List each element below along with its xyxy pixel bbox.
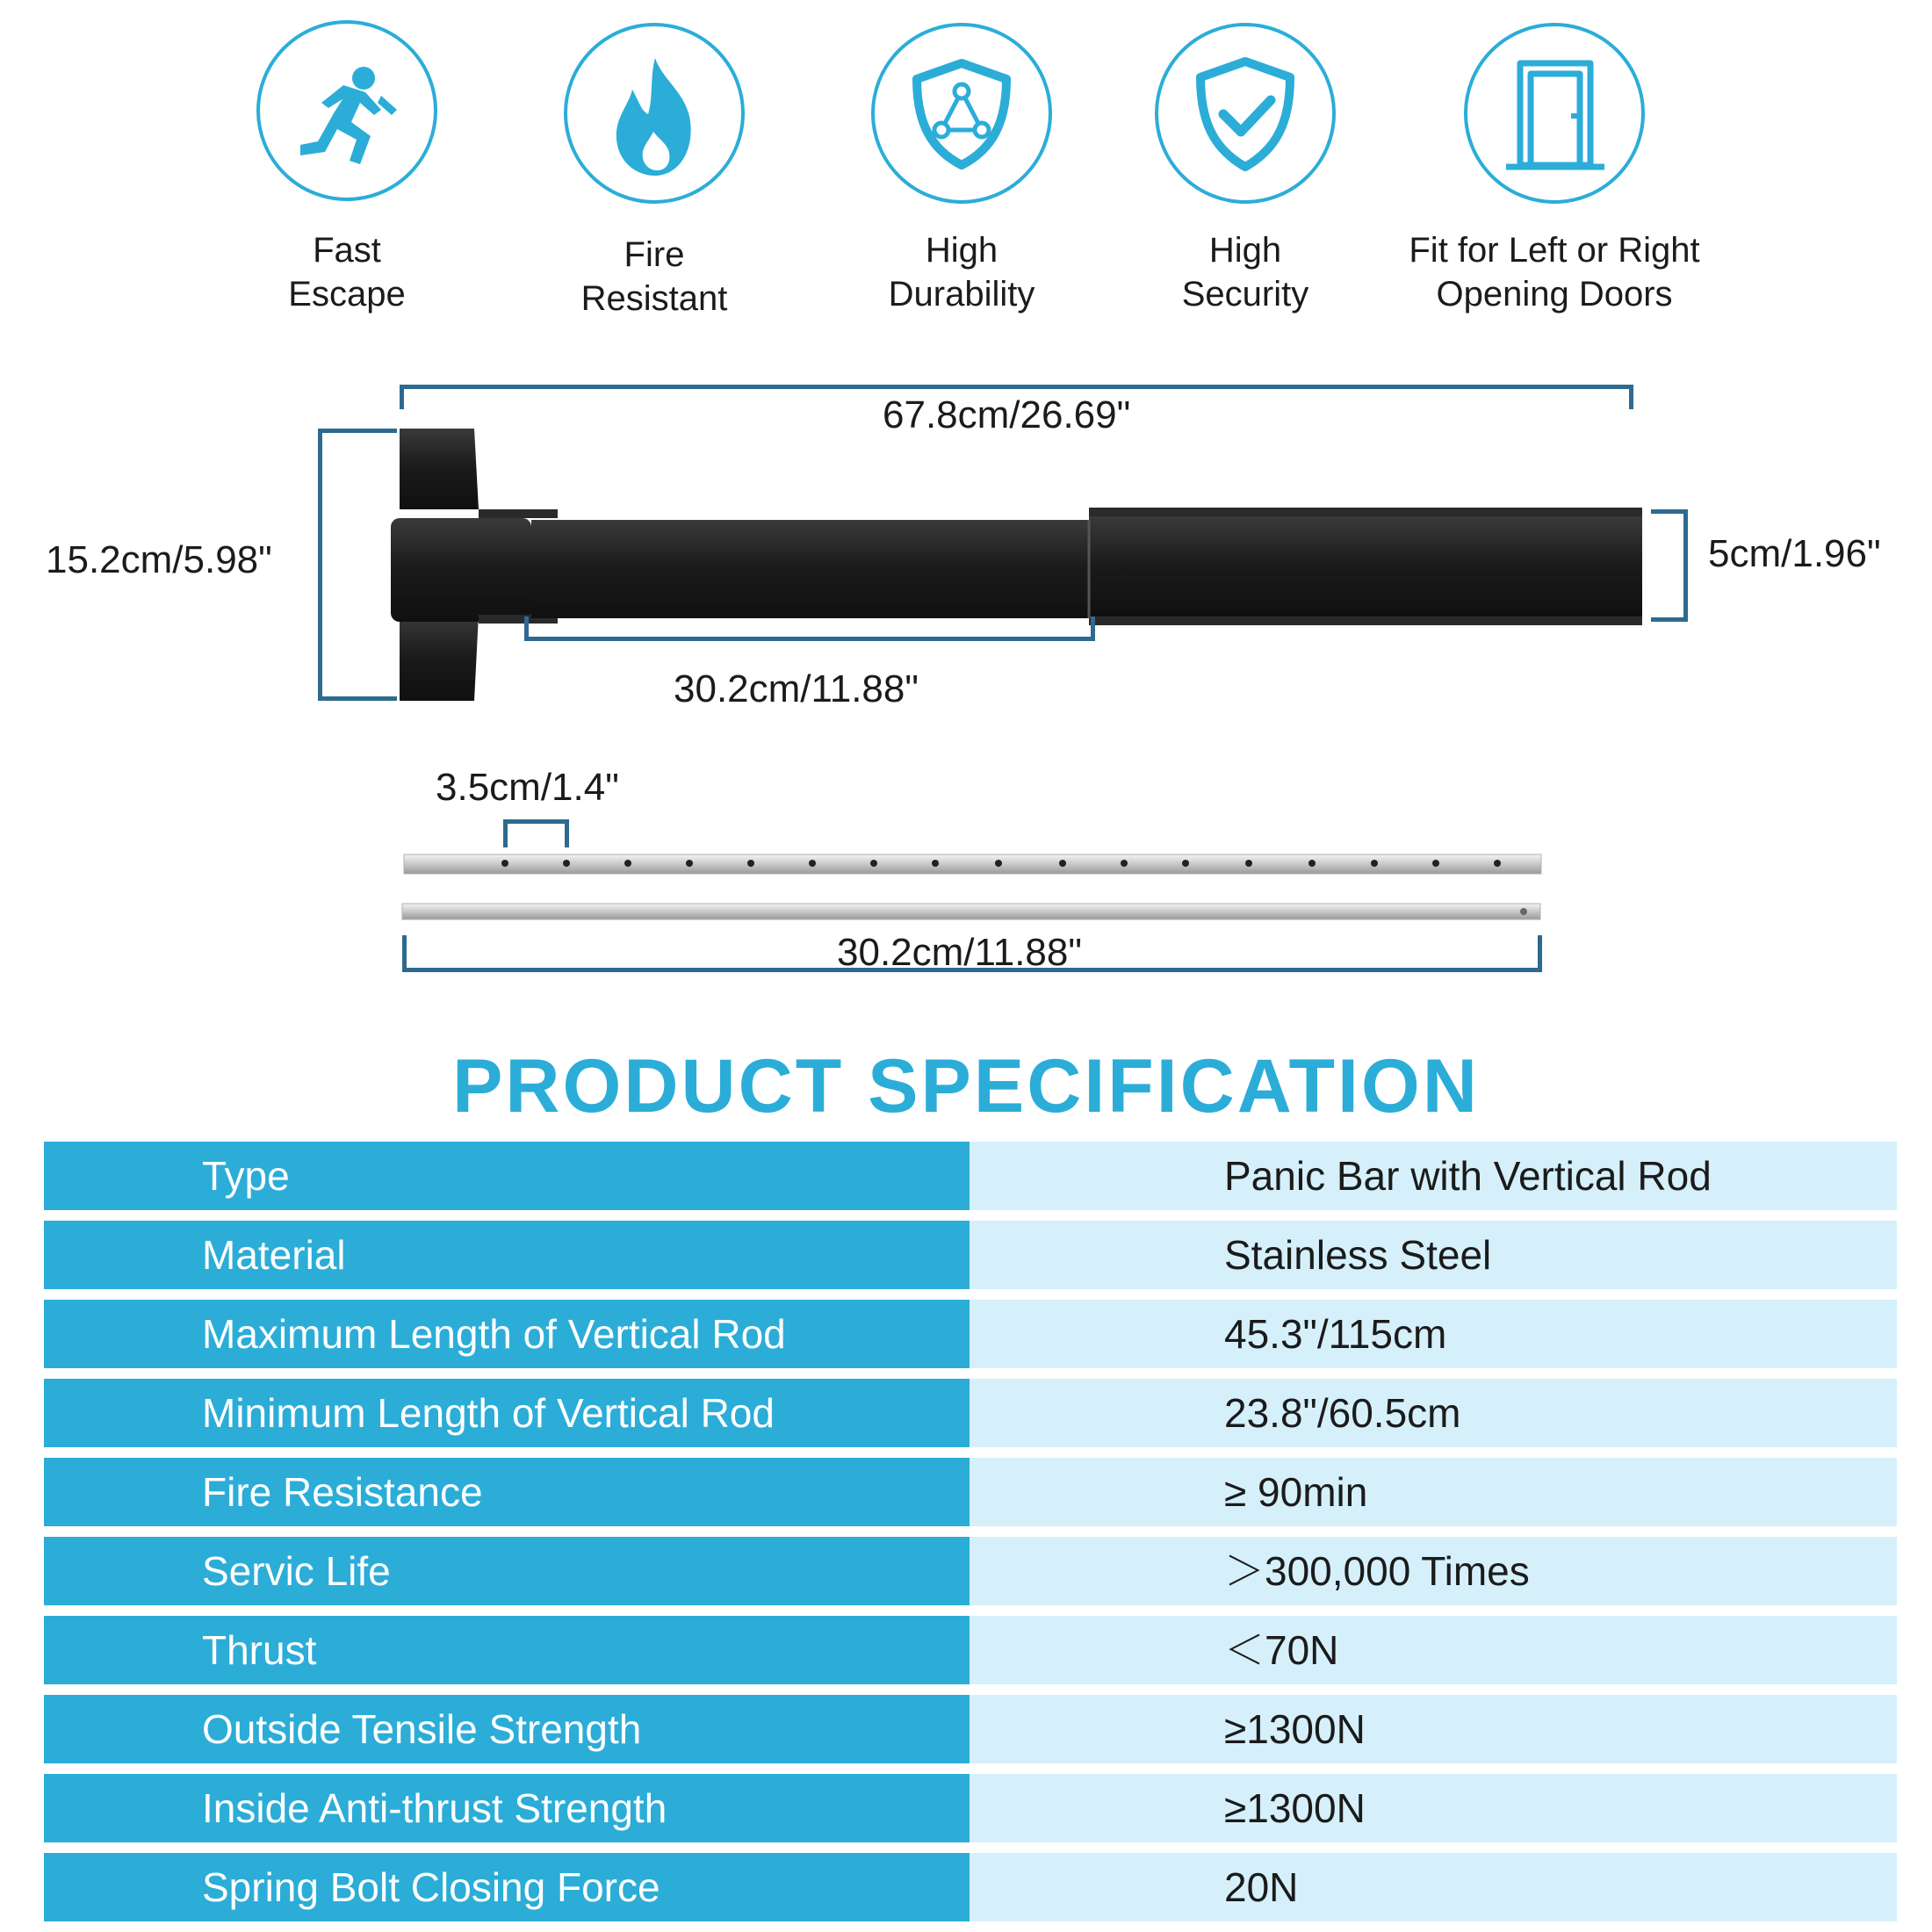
panic-bar-image	[0, 369, 1932, 1019]
dimension-line-bar-height	[1651, 509, 1688, 622]
dimension-line-hole-spacing	[503, 819, 569, 847]
feature-label-line1: High	[1208, 231, 1282, 270]
dimension-hole-spacing: 3.5cm/1.4"	[436, 766, 619, 809]
spec-key: Thrust	[44, 1616, 970, 1684]
dimension-height: 15.2cm/5.98"	[46, 538, 272, 581]
spec-row	[44, 1221, 1897, 1289]
spec-value: Panic Bar with Vertical Rod	[970, 1142, 1897, 1210]
dimension-line-push-pad	[524, 616, 1095, 641]
feature-label-line1: High	[925, 231, 998, 270]
feature-label-line2: Opening Doors	[1436, 275, 1673, 314]
feature-label	[804, 228, 1120, 316]
feature-label-line1: Fire	[624, 235, 685, 274]
spec-key: Spring Bolt Closing Force	[44, 1853, 970, 1921]
dimension-line-height	[318, 429, 397, 701]
spec-key: Outside Tensile Strength	[44, 1695, 970, 1763]
spec-key: Servic Life	[44, 1537, 970, 1605]
spec-row	[44, 1379, 1897, 1447]
dimension-total-length: 67.8cm/26.69"	[883, 393, 1131, 436]
spec-row	[44, 1616, 1897, 1684]
spec-value: Stainless Steel	[970, 1221, 1897, 1289]
feature-label-line2: Resistant	[580, 279, 728, 318]
spec-value: ≥1300N	[970, 1774, 1897, 1842]
spec-title: PRODUCT SPECIFICATION	[452, 1044, 1480, 1128]
spec-row	[44, 1458, 1897, 1526]
spec-key: Minimum Length of Vertical Rod	[44, 1379, 970, 1447]
spec-value: ＞300,000 Times	[970, 1537, 1897, 1605]
spec-row	[44, 1695, 1897, 1763]
feature-label-line1: Fast	[313, 231, 381, 270]
dimension-bar-height: 5cm/1.96"	[1708, 532, 1881, 575]
spec-key: Fire Resistance	[44, 1458, 970, 1526]
feature-label-line2: Escape	[288, 275, 406, 314]
spec-key: Type	[44, 1142, 970, 1210]
door-icon	[1467, 26, 1641, 200]
feature-icon-ring	[256, 20, 437, 201]
spec-value: ≥ 90min	[970, 1458, 1897, 1526]
spec-row	[44, 1774, 1897, 1842]
shield-network-icon	[875, 26, 1049, 200]
feature-icon-ring	[871, 23, 1052, 204]
feature-label	[1087, 228, 1403, 316]
spec-key: Inside Anti-thrust Strength	[44, 1774, 970, 1842]
running-person-icon	[260, 24, 434, 198]
spec-value: ＜70N	[970, 1616, 1897, 1684]
dimension-push-pad-length: 30.2cm/11.88"	[674, 667, 919, 710]
feature-label	[1396, 228, 1712, 316]
feature-label-line2: Security	[1181, 275, 1309, 314]
spec-row	[44, 1537, 1897, 1605]
feature-label-line2: Durability	[888, 275, 1035, 314]
flame-icon	[567, 26, 741, 200]
feature-label	[496, 233, 812, 321]
spec-value: 23.8"/60.5cm	[970, 1379, 1897, 1447]
feature-label-line1: Fit for Left or Right	[1409, 231, 1700, 270]
spec-value: ≥1300N	[970, 1695, 1897, 1763]
spec-key: Material	[44, 1221, 970, 1289]
spec-key: Maximum Length of Vertical Rod	[44, 1300, 970, 1368]
spec-row	[44, 1142, 1897, 1210]
spec-row	[44, 1300, 1897, 1368]
spec-value: 20N	[970, 1853, 1897, 1921]
spec-value: 45.3"/115cm	[970, 1300, 1897, 1368]
feature-icon-ring	[1155, 23, 1336, 204]
feature-label	[189, 228, 505, 316]
feature-icon-ring	[564, 23, 745, 204]
shield-check-icon	[1158, 26, 1332, 200]
spec-row	[44, 1853, 1897, 1921]
feature-icon-ring	[1464, 23, 1645, 204]
dimension-rod-length: 30.2cm/11.88"	[837, 931, 1082, 974]
product-drawing	[0, 369, 1932, 1019]
